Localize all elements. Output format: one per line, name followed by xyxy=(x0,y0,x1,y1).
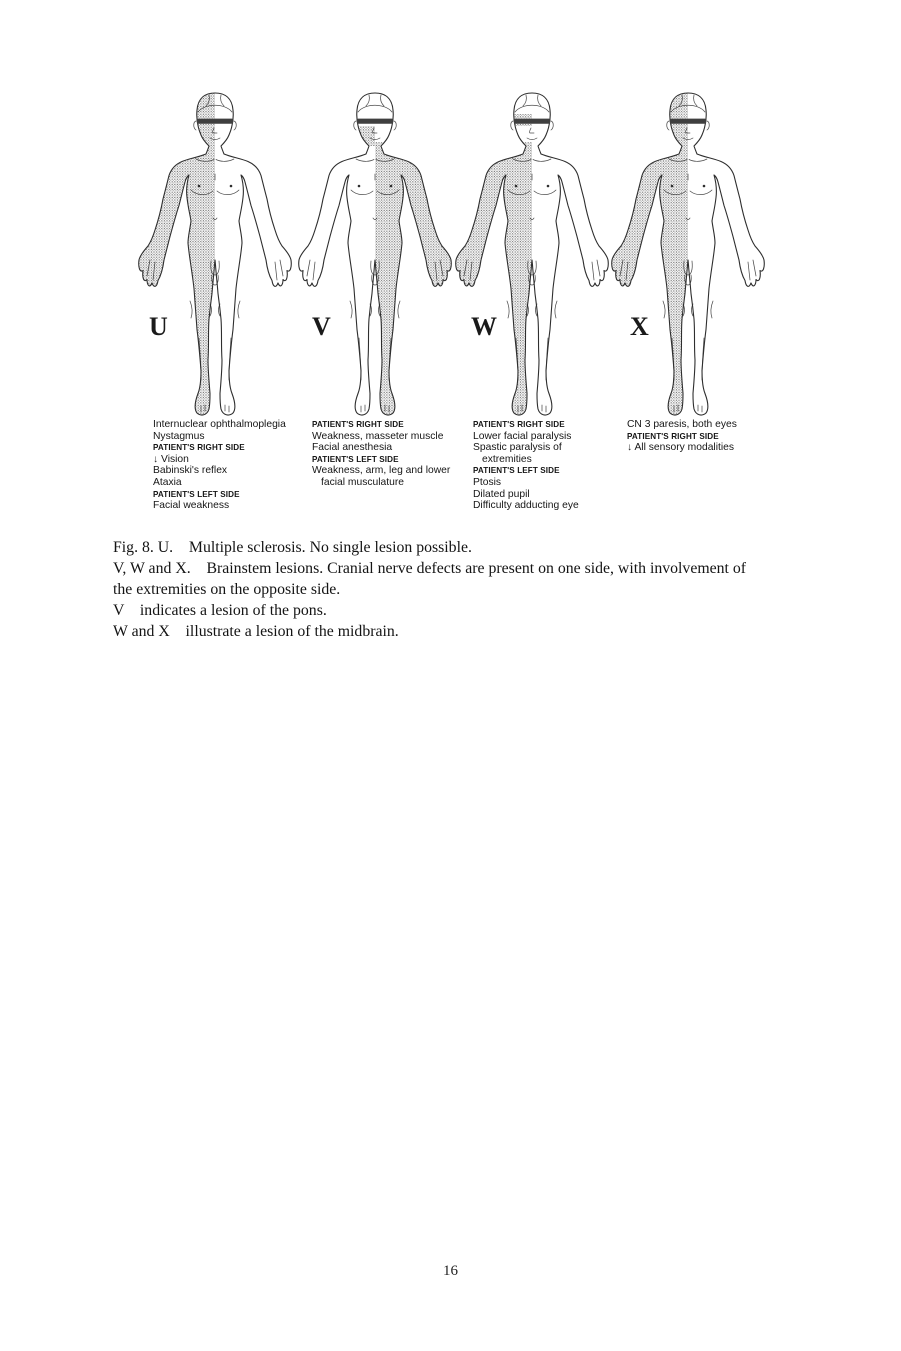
annotation-line: Facial weakness xyxy=(153,500,230,512)
nipple-left xyxy=(358,185,361,188)
figure-caption xyxy=(113,538,823,643)
annotation-line: facial musculature xyxy=(321,476,404,488)
annotation-line: Difficulty adducting eye xyxy=(473,500,579,512)
annotation-line: CN 3 paresis, both eyes xyxy=(627,419,737,430)
annotation-line: Nystagmus xyxy=(153,430,205,442)
annotation-line: Internuclear ophthalmoplegia xyxy=(153,419,286,430)
body-shading xyxy=(452,114,532,418)
annotation-side-header: PATIENT'S RIGHT SIDE xyxy=(312,420,404,429)
annotation-line: Ptosis xyxy=(473,476,502,488)
figure-label: X xyxy=(630,312,649,341)
eye-band xyxy=(670,119,706,124)
body-diagram xyxy=(608,90,768,418)
figure-label: U xyxy=(149,312,168,341)
nipple-left xyxy=(671,185,674,188)
nipple-right xyxy=(390,185,393,188)
annotation-side-header: PATIENT'S LEFT SIDE xyxy=(312,454,399,464)
figure-label: V xyxy=(312,312,331,341)
body-diagram xyxy=(452,90,612,418)
caption-line: V indicates a lesion of the pons. xyxy=(113,601,327,619)
nipple-right xyxy=(230,185,233,188)
body-diagram xyxy=(135,90,295,418)
eye-band xyxy=(514,119,550,124)
annotation-side-header: PATIENT'S RIGHT SIDE xyxy=(627,431,719,441)
annotation-side-header: PATIENT'S LEFT SIDE xyxy=(473,466,560,476)
annotation-line: extremities xyxy=(482,453,532,465)
human-body-svg xyxy=(608,90,768,418)
annotation-line: Weakness, arm, leg and lower xyxy=(312,465,451,477)
nipple-right xyxy=(703,185,706,188)
human-body-svg xyxy=(135,90,295,418)
nipple-left xyxy=(198,185,201,188)
annotation-line: Ataxia xyxy=(153,476,182,488)
caption-line: V, W and X. Brainstem lesions. Cranial nerve defects are present on one side, with involvement of xyxy=(113,559,747,577)
human-body-svg xyxy=(295,90,455,418)
annotation-line: Weakness, masseter muscle xyxy=(312,430,444,442)
nipple-right xyxy=(547,185,550,188)
caption-line: the extremities on the opposite side. xyxy=(113,580,341,598)
human-body-svg xyxy=(452,90,612,418)
body-diagram xyxy=(295,90,455,418)
page-number: 16 xyxy=(443,1263,458,1279)
nipple-left xyxy=(515,185,518,188)
caption-line: W and X illustrate a lesion of the midbrain. xyxy=(113,622,399,640)
annotation-line: Babinski's reflex xyxy=(153,465,228,477)
annotation-line: ↓ Vision xyxy=(153,453,189,465)
annotation-line: Dilated pupil xyxy=(473,488,530,500)
figure-label: W xyxy=(471,312,497,341)
annotation-line: Lower facial paralysis xyxy=(473,430,572,442)
eye-band xyxy=(197,119,233,124)
annotation-side-header: PATIENT'S RIGHT SIDE xyxy=(473,420,565,429)
annotation-side-header: PATIENT'S RIGHT SIDE xyxy=(153,443,245,453)
annotation-line: Spastic paralysis of xyxy=(473,442,562,454)
annotation-line: ↓ All sensory modalities xyxy=(627,442,735,454)
eye-band xyxy=(357,119,393,124)
caption-line: Fig. 8. U. Multiple sclerosis. No single lesion possible. xyxy=(113,539,472,556)
annotation-side-header: PATIENT'S LEFT SIDE xyxy=(153,489,240,499)
annotation-line: Facial anesthesia xyxy=(312,442,393,454)
annotation-column xyxy=(627,419,802,454)
